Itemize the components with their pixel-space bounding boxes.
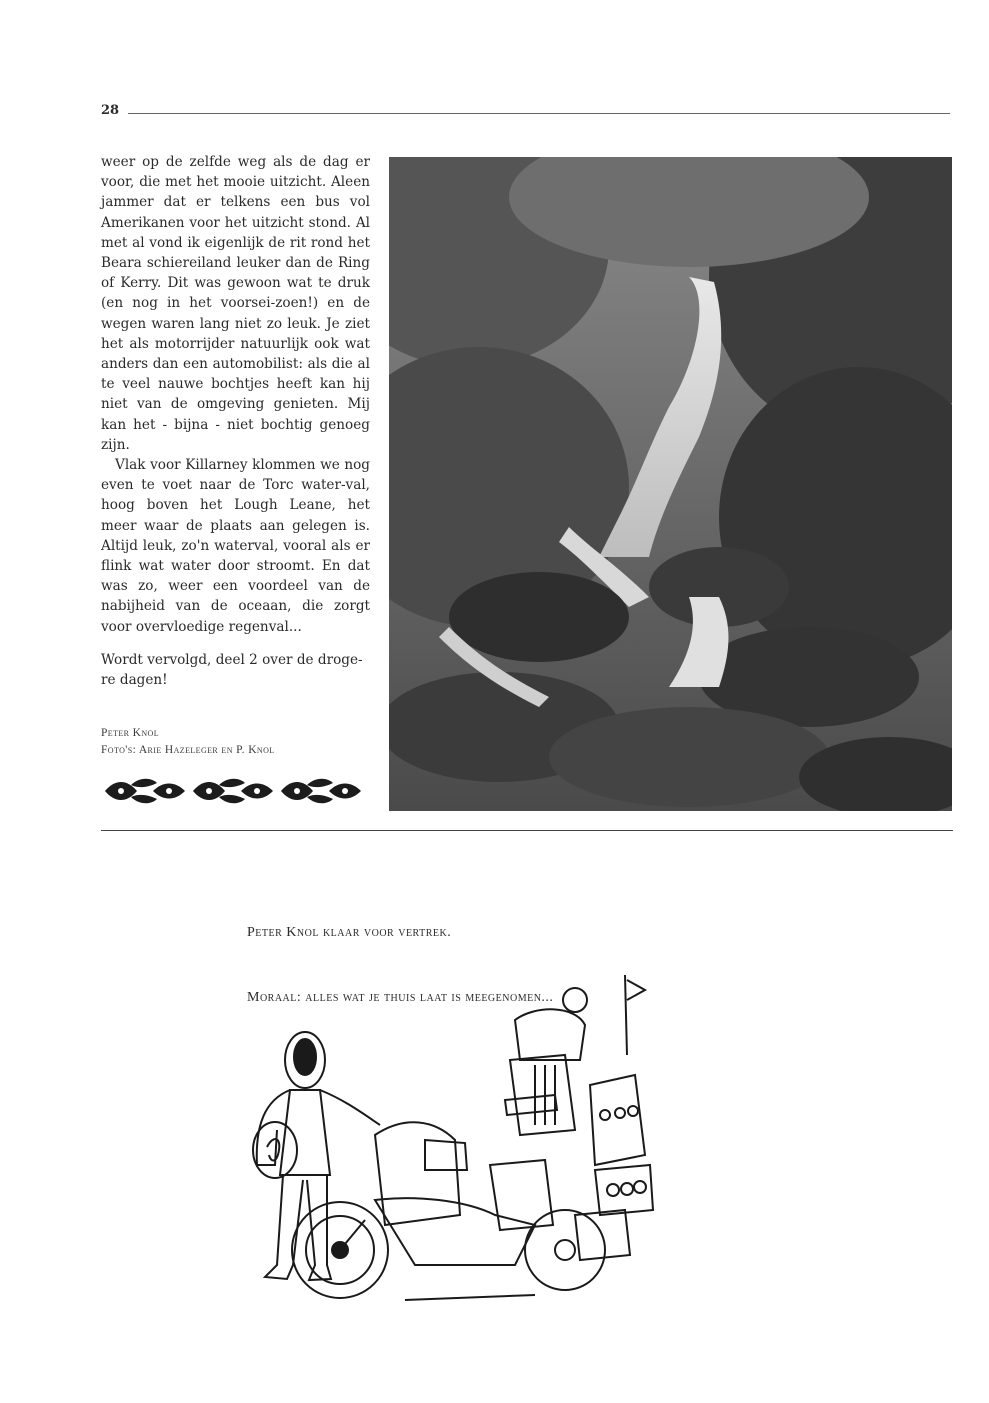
leaf-motif: [105, 779, 185, 804]
leaf-motif: [193, 779, 273, 804]
photo-credit: Foto's: Arie Hazeleger en P. Knol: [101, 744, 275, 756]
article-paragraph: Vlak voor Killarney klommen we nog even te voet naar de Torc water-val, hoog boven het Lough Leane, het meer waar de plaats aan gelegen is. Altijd leuk, zo'n waterval, vooral als er flink wat water door stroomt. En dat was zo, weer een voordeel van de nabijheid van de oceaan, die zorgt voor overvloedige regenval...: [101, 457, 370, 635]
leaf-motif: [281, 779, 361, 804]
article-column: [101, 152, 370, 690]
leaf-ornament: [101, 775, 369, 807]
page-number: 28: [101, 103, 120, 118]
author-credit: Peter Knol: [101, 727, 160, 739]
section-rule: [101, 830, 953, 831]
cartoon-moral: Moraal: alles wat je thuis laat is meegenomen...: [247, 990, 554, 1005]
rider-drawing: [253, 1032, 380, 1280]
waterfall-photo: [389, 157, 952, 811]
motorcycle-cartoon: [235, 965, 675, 1320]
article-continuation: Wordt vervolgd, deel 2 over de droge-re dagen!: [101, 651, 363, 689]
header-rule: [128, 113, 950, 114]
article-paragraph: weer op de zelfde weg als de dag er voor, die met het mooie uitzicht. Aleen jammer dat er telkens een bus vol Amerikanen voor het uitzicht stond. Al met al vond ik eigenlijk de rit rond het Beara schiereiland leuker dan de Ring of Kerry. Dit was gewoon wat te druk (en nog in het voorsei-zoen!) en de wegen waren lang niet zo leuk. Je ziet het als motorrijder natuurlijk ook wat anders dan een automobilist: als die al te veel nauwe bochtjes heeft kan hij niet van de omgeving genieten. Mij kan het - bijna - niet bochtig genoeg zijn.: [101, 154, 370, 453]
cartoon-caption: Peter Knol klaar voor vertrek.: [247, 925, 452, 940]
credits: [101, 725, 275, 759]
motorcycle-drawing: [292, 975, 653, 1300]
